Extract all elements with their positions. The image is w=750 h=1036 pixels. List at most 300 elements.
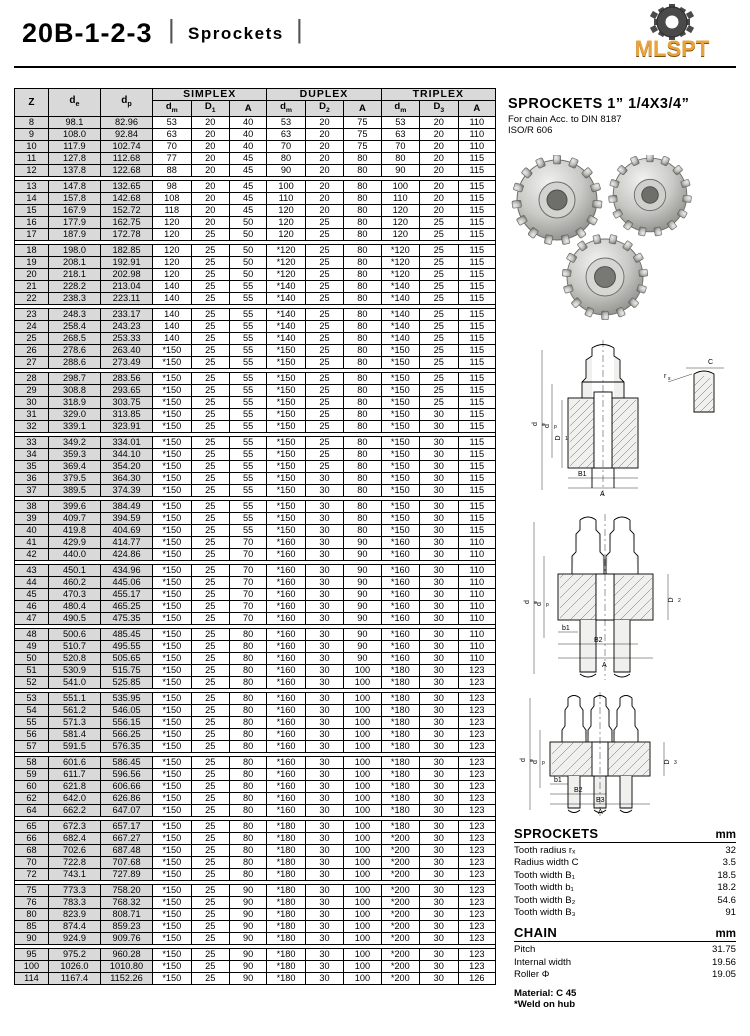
svg-text:B1: B1 xyxy=(578,471,587,478)
cell-value: 515.75 xyxy=(100,664,152,676)
cell-value: 63 xyxy=(381,128,419,140)
chain-spec-row xyxy=(514,957,736,969)
cell-z: 100 xyxy=(15,960,49,972)
cell-value: 30 xyxy=(305,728,343,740)
cell-value: 123 xyxy=(458,728,495,740)
cell-value: 50 xyxy=(229,244,266,256)
cell-value: 773.3 xyxy=(48,884,100,896)
cell-value: 50 xyxy=(229,256,266,268)
table-row xyxy=(15,460,496,472)
cell-value: *150 xyxy=(267,408,305,420)
cell-value: *150 xyxy=(381,448,419,460)
cell-value: 115 xyxy=(458,192,495,204)
cell-value: 490.5 xyxy=(48,612,100,624)
cell-value: *150 xyxy=(153,768,191,780)
cell-value: 20 xyxy=(420,128,458,140)
cell-value: 80 xyxy=(344,164,381,176)
chain-spec-value: 19.05 xyxy=(711,969,736,981)
cell-value: 909.76 xyxy=(100,932,152,944)
cell-value: 100 xyxy=(344,820,381,832)
cell-value: 80 xyxy=(344,384,381,396)
col-header-triplex-a: A xyxy=(458,101,495,117)
table-row xyxy=(15,600,496,612)
table-row xyxy=(15,704,496,716)
cell-z: 14 xyxy=(15,192,49,204)
table-row xyxy=(15,856,496,868)
cell-value: 100 xyxy=(381,180,419,192)
cell-value: 369.4 xyxy=(48,460,100,472)
cell-value: 571.3 xyxy=(48,716,100,728)
cell-value: 55 xyxy=(229,448,266,460)
cell-value: 25 xyxy=(305,292,343,304)
chain-spec-unit: mm xyxy=(715,928,736,941)
cell-value: 30 xyxy=(305,896,343,908)
cell-value: *200 xyxy=(381,920,419,932)
cell-z: 13 xyxy=(15,180,49,192)
cell-value: 25 xyxy=(191,332,229,344)
cell-value: 80 xyxy=(344,280,381,292)
cell-value: *160 xyxy=(267,664,305,676)
cell-value: 30 xyxy=(420,948,458,960)
cell-value: *180 xyxy=(381,704,419,716)
cell-value: 80 xyxy=(229,728,266,740)
cell-value: 273.49 xyxy=(100,356,152,368)
cell-value: *150 xyxy=(381,436,419,448)
cell-value: 520.8 xyxy=(48,652,100,664)
table-row xyxy=(15,292,496,304)
cell-value: 30 xyxy=(305,932,343,944)
cell-value: *150 xyxy=(153,896,191,908)
cell-value: 80 xyxy=(229,716,266,728)
cell-value: *200 xyxy=(381,908,419,920)
cell-value: *150 xyxy=(153,344,191,356)
cell-value: 647.07 xyxy=(100,804,152,816)
cell-value: 25 xyxy=(305,320,343,332)
cell-value: *180 xyxy=(267,896,305,908)
cell-value: 115 xyxy=(458,448,495,460)
cell-value: 198.0 xyxy=(48,244,100,256)
cell-value: 80 xyxy=(229,756,266,768)
cell-z: 60 xyxy=(15,780,49,792)
cell-value: 100 xyxy=(344,896,381,908)
cell-value: 30 xyxy=(305,512,343,524)
cell-value: 110 xyxy=(458,548,495,560)
svg-text:A: A xyxy=(598,809,603,816)
sprockets-spec-header xyxy=(514,826,736,843)
cell-value: 556.15 xyxy=(100,716,152,728)
cell-z: 35 xyxy=(15,460,49,472)
cell-value: *150 xyxy=(153,612,191,624)
cell-value: 122.68 xyxy=(100,164,152,176)
cell-value: 30 xyxy=(420,768,458,780)
cell-value: 455.17 xyxy=(100,588,152,600)
cell-value: 123 xyxy=(458,832,495,844)
cell-value: 233.17 xyxy=(100,308,152,320)
sprocket-photo xyxy=(505,155,740,330)
cell-value: 157.8 xyxy=(48,192,100,204)
table-row xyxy=(15,896,496,908)
cell-value: 100 xyxy=(344,932,381,944)
cell-value: 123 xyxy=(458,884,495,896)
cell-value: 100 xyxy=(344,868,381,880)
title-separator-2: | xyxy=(296,14,303,44)
cell-value: 45 xyxy=(229,192,266,204)
svg-text:1: 1 xyxy=(565,436,568,442)
cell-value: *160 xyxy=(381,600,419,612)
cell-value: 25 xyxy=(191,640,229,652)
table-row xyxy=(15,844,496,856)
cell-value: 55 xyxy=(229,280,266,292)
cell-value: 30 xyxy=(420,408,458,420)
cell-value: *200 xyxy=(381,932,419,944)
cell-z: 44 xyxy=(15,576,49,588)
cell-z: 95 xyxy=(15,948,49,960)
cell-value: *160 xyxy=(267,652,305,664)
sprocket-spec-label: Tooth radius rₓ xyxy=(514,845,576,856)
cell-value: *150 xyxy=(153,628,191,640)
table-row xyxy=(15,484,496,496)
cell-value: *180 xyxy=(381,716,419,728)
cell-value: 30 xyxy=(305,820,343,832)
table-row xyxy=(15,436,496,448)
cell-value: 123 xyxy=(458,844,495,856)
cell-value: 90 xyxy=(229,960,266,972)
cell-value: 55 xyxy=(229,332,266,344)
cell-value: *160 xyxy=(267,716,305,728)
cell-value: 20 xyxy=(305,140,343,152)
cell-value: *150 xyxy=(153,932,191,944)
cell-value: *180 xyxy=(267,960,305,972)
cell-value: 25 xyxy=(305,396,343,408)
cell-value: 434.96 xyxy=(100,564,152,576)
cell-value: 30 xyxy=(420,436,458,448)
cell-value: 115 xyxy=(458,384,495,396)
cell-value: 30 xyxy=(305,768,343,780)
cell-value: *160 xyxy=(267,768,305,780)
cell-value: 80 xyxy=(344,396,381,408)
cell-value: 293.65 xyxy=(100,384,152,396)
cell-value: *150 xyxy=(153,356,191,368)
cell-value: 115 xyxy=(458,500,495,512)
cell-z: 54 xyxy=(15,704,49,716)
cell-value: *160 xyxy=(267,640,305,652)
cell-value: *150 xyxy=(153,792,191,804)
cell-value: 75 xyxy=(344,116,381,128)
cell-value: 40 xyxy=(229,140,266,152)
cell-value: 80 xyxy=(344,500,381,512)
cell-value: 1010.80 xyxy=(100,960,152,972)
cell-value: 20 xyxy=(191,128,229,140)
cell-value: 1152.26 xyxy=(100,972,152,984)
cell-value: 115 xyxy=(458,356,495,368)
cell-value: 115 xyxy=(458,472,495,484)
cell-value: 354.20 xyxy=(100,460,152,472)
cell-value: 80 xyxy=(229,780,266,792)
cell-value: 30 xyxy=(305,960,343,972)
cell-value: 25 xyxy=(420,256,458,268)
cell-z: 50 xyxy=(15,652,49,664)
cell-value: 409.7 xyxy=(48,512,100,524)
cell-value: 975.2 xyxy=(48,948,100,960)
cell-value: *150 xyxy=(381,372,419,384)
table-row xyxy=(15,804,496,816)
cell-value: 25 xyxy=(305,344,343,356)
cell-value: 30 xyxy=(420,628,458,640)
cell-value: 379.5 xyxy=(48,472,100,484)
cell-value: 100 xyxy=(344,676,381,688)
cell-value: 120 xyxy=(267,204,305,216)
chain-spec-label: Roller Φ xyxy=(514,969,550,981)
cell-value: 25 xyxy=(191,372,229,384)
table-row xyxy=(15,664,496,676)
cell-value: 25 xyxy=(305,256,343,268)
cell-value: 30 xyxy=(305,792,343,804)
cell-value: 100 xyxy=(344,972,381,984)
table-row xyxy=(15,588,496,600)
table-row xyxy=(15,576,496,588)
cell-z: 16 xyxy=(15,216,49,228)
cell-value: 470.3 xyxy=(48,588,100,600)
cell-value: *180 xyxy=(267,948,305,960)
cell-value: 30 xyxy=(305,500,343,512)
cell-value: *150 xyxy=(153,756,191,768)
specification-summary xyxy=(514,826,736,1010)
cell-value: 500.6 xyxy=(48,628,100,640)
cell-value: 460.2 xyxy=(48,576,100,588)
table-body xyxy=(15,116,496,984)
cell-value: 30 xyxy=(420,448,458,460)
cell-value: 80 xyxy=(344,268,381,280)
cell-z: 28 xyxy=(15,372,49,384)
cell-value: 110 xyxy=(267,192,305,204)
sprockets-spec-rows xyxy=(514,845,736,919)
col-header-simplex-a: A xyxy=(229,101,266,117)
cell-z: 76 xyxy=(15,896,49,908)
cell-z: 85 xyxy=(15,920,49,932)
cell-value: 112.68 xyxy=(100,152,152,164)
cell-z: 15 xyxy=(15,204,49,216)
sprocket-spec-value: 54.6 xyxy=(717,894,736,906)
sprocket-spec-row xyxy=(514,870,736,882)
cell-value: *140 xyxy=(267,280,305,292)
cell-value: *160 xyxy=(267,536,305,548)
table-row xyxy=(15,332,496,344)
cell-value: 30 xyxy=(305,640,343,652)
cell-value: 25 xyxy=(191,320,229,332)
cell-value: 20 xyxy=(191,116,229,128)
cell-value: 30 xyxy=(305,740,343,752)
cell-value: 768.32 xyxy=(100,896,152,908)
cell-value: 25 xyxy=(191,896,229,908)
cell-value: 123 xyxy=(458,780,495,792)
cell-value: 25 xyxy=(305,308,343,320)
cell-value: *160 xyxy=(381,652,419,664)
cell-value: 20 xyxy=(191,152,229,164)
sprocket-spec-label: Tooth width B₁ xyxy=(514,869,575,881)
cell-value: 25 xyxy=(191,292,229,304)
cell-value: 177.9 xyxy=(48,216,100,228)
iso-standard-line: ISO/R 606 xyxy=(508,125,553,136)
cell-value: 25 xyxy=(191,548,229,560)
col-group-duplex: DUPLEX xyxy=(267,89,381,101)
cell-value: 80 xyxy=(344,420,381,432)
col-header-simplex-dm: $d_m$ xyxy=(153,101,191,117)
cell-value: 75 xyxy=(344,128,381,140)
cell-value: 100 xyxy=(344,756,381,768)
cell-value: 25 xyxy=(420,244,458,256)
cell-z: 51 xyxy=(15,664,49,676)
cell-value: 213.04 xyxy=(100,280,152,292)
cell-value: 30 xyxy=(305,484,343,496)
cell-value: 374.39 xyxy=(100,484,152,496)
col-header-triplex-dm: $d_m$ xyxy=(381,101,419,117)
logo-wordmark: MLSPT xyxy=(634,36,710,61)
cell-value: *150 xyxy=(153,804,191,816)
cell-value: 115 xyxy=(458,180,495,192)
cell-value: *160 xyxy=(267,756,305,768)
cell-value: *150 xyxy=(153,920,191,932)
cell-value: *160 xyxy=(267,600,305,612)
cell-value: 25 xyxy=(191,612,229,624)
cell-value: *150 xyxy=(153,948,191,960)
cell-value: *150 xyxy=(153,844,191,856)
cell-value: 100 xyxy=(344,704,381,716)
cell-value: 80 xyxy=(344,472,381,484)
cell-value: 657.17 xyxy=(100,820,152,832)
cell-z: 114 xyxy=(15,972,49,984)
cell-value: 253.33 xyxy=(100,332,152,344)
cell-value: 339.1 xyxy=(48,420,100,432)
cell-z: 57 xyxy=(15,740,49,752)
svg-text:C: C xyxy=(708,359,714,366)
cell-value: 30 xyxy=(420,664,458,676)
cell-value: *180 xyxy=(267,920,305,932)
cell-value: 25 xyxy=(305,268,343,280)
cell-value: 100 xyxy=(344,908,381,920)
cell-value: 364.30 xyxy=(100,472,152,484)
cell-value: 25 xyxy=(191,600,229,612)
cell-value: 162.75 xyxy=(100,216,152,228)
cell-z: 31 xyxy=(15,408,49,420)
cell-value: 20 xyxy=(191,140,229,152)
cell-value: 115 xyxy=(458,320,495,332)
cell-value: 70 xyxy=(229,612,266,624)
cell-value: 30 xyxy=(305,576,343,588)
cell-z: 41 xyxy=(15,536,49,548)
cell-value: 100 xyxy=(344,832,381,844)
cell-value: 25 xyxy=(420,396,458,408)
cell-value: *150 xyxy=(153,500,191,512)
cell-value: 626.86 xyxy=(100,792,152,804)
cell-value: *180 xyxy=(381,740,419,752)
table-row xyxy=(15,640,496,652)
cell-value: 80 xyxy=(344,356,381,368)
cell-z: 27 xyxy=(15,356,49,368)
cell-value: 25 xyxy=(191,652,229,664)
cell-value: 115 xyxy=(458,436,495,448)
cell-value: *120 xyxy=(267,256,305,268)
cell-value: 110 xyxy=(458,640,495,652)
cell-value: 30 xyxy=(420,856,458,868)
cell-z: 72 xyxy=(15,868,49,880)
cell-value: 414.77 xyxy=(100,536,152,548)
cell-value: *150 xyxy=(381,460,419,472)
cell-value: 25 xyxy=(420,268,458,280)
cell-value: *150 xyxy=(153,588,191,600)
cell-value: 100 xyxy=(344,716,381,728)
cell-value: 110 xyxy=(381,192,419,204)
cell-value: 115 xyxy=(458,484,495,496)
cell-value: *180 xyxy=(267,820,305,832)
cell-value: *150 xyxy=(153,512,191,524)
svg-text:3: 3 xyxy=(674,760,677,766)
cell-z: 58 xyxy=(15,756,49,768)
cell-value: 20 xyxy=(420,140,458,152)
cell-value: 90 xyxy=(344,576,381,588)
cell-value: 80 xyxy=(344,228,381,240)
cell-value: *150 xyxy=(153,664,191,676)
cell-z: 64 xyxy=(15,804,49,816)
cell-value: 123 xyxy=(458,932,495,944)
cell-value: 120 xyxy=(381,216,419,228)
cell-value: *150 xyxy=(153,408,191,420)
cell-value: *160 xyxy=(267,780,305,792)
cell-value: 110 xyxy=(458,576,495,588)
cell-value: *150 xyxy=(153,652,191,664)
cell-value: *160 xyxy=(267,588,305,600)
cell-value: 115 xyxy=(458,280,495,292)
sprocket-spec-value: 18.2 xyxy=(717,882,736,894)
cell-value: 20 xyxy=(420,204,458,216)
cell-value: *150 xyxy=(267,356,305,368)
cell-value: 25 xyxy=(191,704,229,716)
cell-value: 586.45 xyxy=(100,756,152,768)
cell-z: 37 xyxy=(15,484,49,496)
cell-value: *150 xyxy=(153,832,191,844)
sprocket-spec-label: Tooth width b₁ xyxy=(514,882,574,894)
cell-value: 25 xyxy=(191,768,229,780)
cell-value: 80 xyxy=(344,448,381,460)
cell-value: 120 xyxy=(381,204,419,216)
cell-value: 25 xyxy=(191,820,229,832)
cell-value: 25 xyxy=(420,372,458,384)
cell-z: 33 xyxy=(15,436,49,448)
cell-value: 55 xyxy=(229,308,266,320)
table-row xyxy=(15,204,496,216)
svg-text:B3: B3 xyxy=(596,797,605,804)
cell-value: 80 xyxy=(344,180,381,192)
cell-value: 25 xyxy=(191,420,229,432)
cell-value: 30 xyxy=(305,548,343,560)
cell-value: *150 xyxy=(267,524,305,536)
cell-value: 30 xyxy=(420,524,458,536)
cell-value: 100 xyxy=(344,948,381,960)
cell-value: 100 xyxy=(267,180,305,192)
cell-value: *160 xyxy=(267,692,305,704)
cell-value: *150 xyxy=(381,408,419,420)
cell-value: 25 xyxy=(191,692,229,704)
table-row xyxy=(15,472,496,484)
sprocket-spec-row xyxy=(514,907,736,919)
cell-value: 127.8 xyxy=(48,152,100,164)
cell-value: 147.8 xyxy=(48,180,100,192)
svg-text:b1: b1 xyxy=(554,777,562,784)
table-row xyxy=(15,612,496,624)
sprocket-spec-row xyxy=(514,857,736,869)
cell-value: 30 xyxy=(305,692,343,704)
cell-value: 30 xyxy=(305,844,343,856)
cell-value: 561.2 xyxy=(48,704,100,716)
